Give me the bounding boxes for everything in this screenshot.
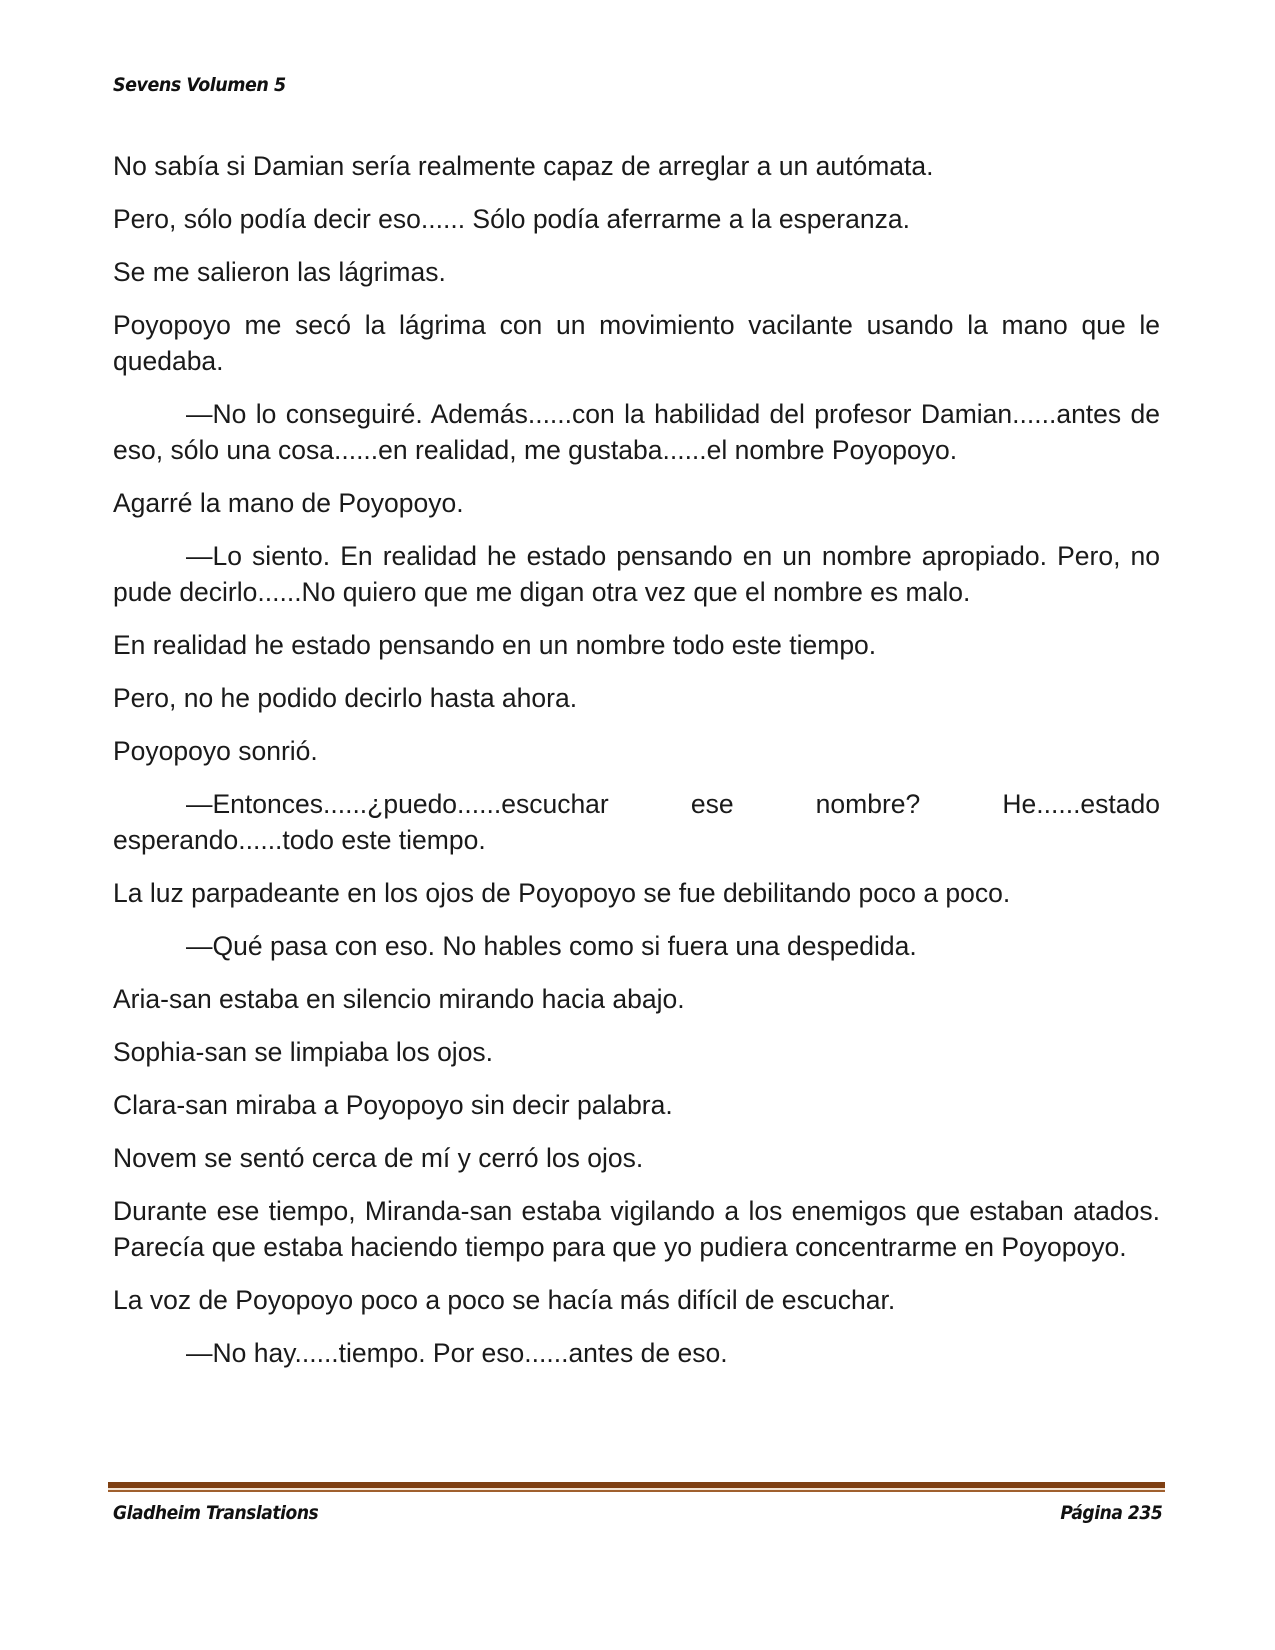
footer-publisher: Gladheim Translations bbox=[113, 1502, 319, 1524]
dialogue-paragraph: —Entonces......¿puedo......escuchar ese nombre? He......estado esperando......todo este tiempo. bbox=[113, 789, 1160, 855]
paragraph: Novem se sentó cerca de mí y cerró los ojos. bbox=[113, 1143, 644, 1173]
footer-rule-thin bbox=[108, 1490, 1165, 1492]
paragraph: En realidad he estado pensando en un nombre todo este tiempo. bbox=[113, 630, 877, 660]
paragraph: Poyopoyo sonrió. bbox=[113, 736, 318, 766]
body-text bbox=[113, 148, 1160, 1388]
paragraph: Sophia-san se limpiaba los ojos. bbox=[113, 1037, 494, 1067]
paragraph: La luz parpadeante en los ojos de Poyopoyo se fue debilitando poco a poco. bbox=[113, 878, 1011, 908]
running-header: Sevens Volumen 5 bbox=[113, 74, 286, 96]
paragraph: La voz de Poyopoyo poco a poco se hacía más difícil de escuchar. bbox=[113, 1285, 896, 1315]
paragraph: Clara-san miraba a Poyopoyo sin decir palabra. bbox=[113, 1090, 673, 1120]
paragraph: Agarré la mano de Poyopoyo. bbox=[113, 488, 464, 518]
dialogue-paragraph: —Qué pasa con eso. No hables como si fuera una despedida. bbox=[186, 931, 917, 961]
footer-rule bbox=[108, 1482, 1165, 1492]
page-number: Página 235 bbox=[1060, 1502, 1162, 1524]
paragraph: Durante ese tiempo, Miranda-san estaba vigilando a los enemigos que estaban atados. Parecía que estaba haciendo tiempo para que yo pudiera concentrarme en Poyopoyo. bbox=[113, 1196, 1160, 1262]
paragraph: Poyopoyo me secó la lágrima con un movimiento vacilante usando la mano que le quedaba. bbox=[113, 310, 1160, 376]
paragraph: Aria-san estaba en silencio mirando hacia abajo. bbox=[113, 984, 685, 1014]
paragraph: Pero, no he podido decirlo hasta ahora. bbox=[113, 683, 578, 713]
dialogue-paragraph: —Lo siento. En realidad he estado pensando en un nombre apropiado. Pero, no pude decirlo......No quiero que me digan otra vez que el nombre es malo. bbox=[113, 541, 1160, 607]
dialogue-paragraph: —No lo conseguiré. Además......con la habilidad del profesor Damian......antes de eso, sólo una cosa......en realidad, me gustaba......el nombre Poyopoyo. bbox=[113, 399, 1160, 465]
paragraph: No sabía si Damian sería realmente capaz de arreglar a un autómata. bbox=[113, 151, 934, 181]
paragraph: Pero, sólo podía decir eso...... Sólo podía aferrarme a la esperanza. bbox=[113, 204, 910, 234]
dialogue-paragraph: —No hay......tiempo. Por eso......antes de eso. bbox=[186, 1338, 728, 1368]
paragraph: Se me salieron las lágrimas. bbox=[113, 257, 446, 287]
